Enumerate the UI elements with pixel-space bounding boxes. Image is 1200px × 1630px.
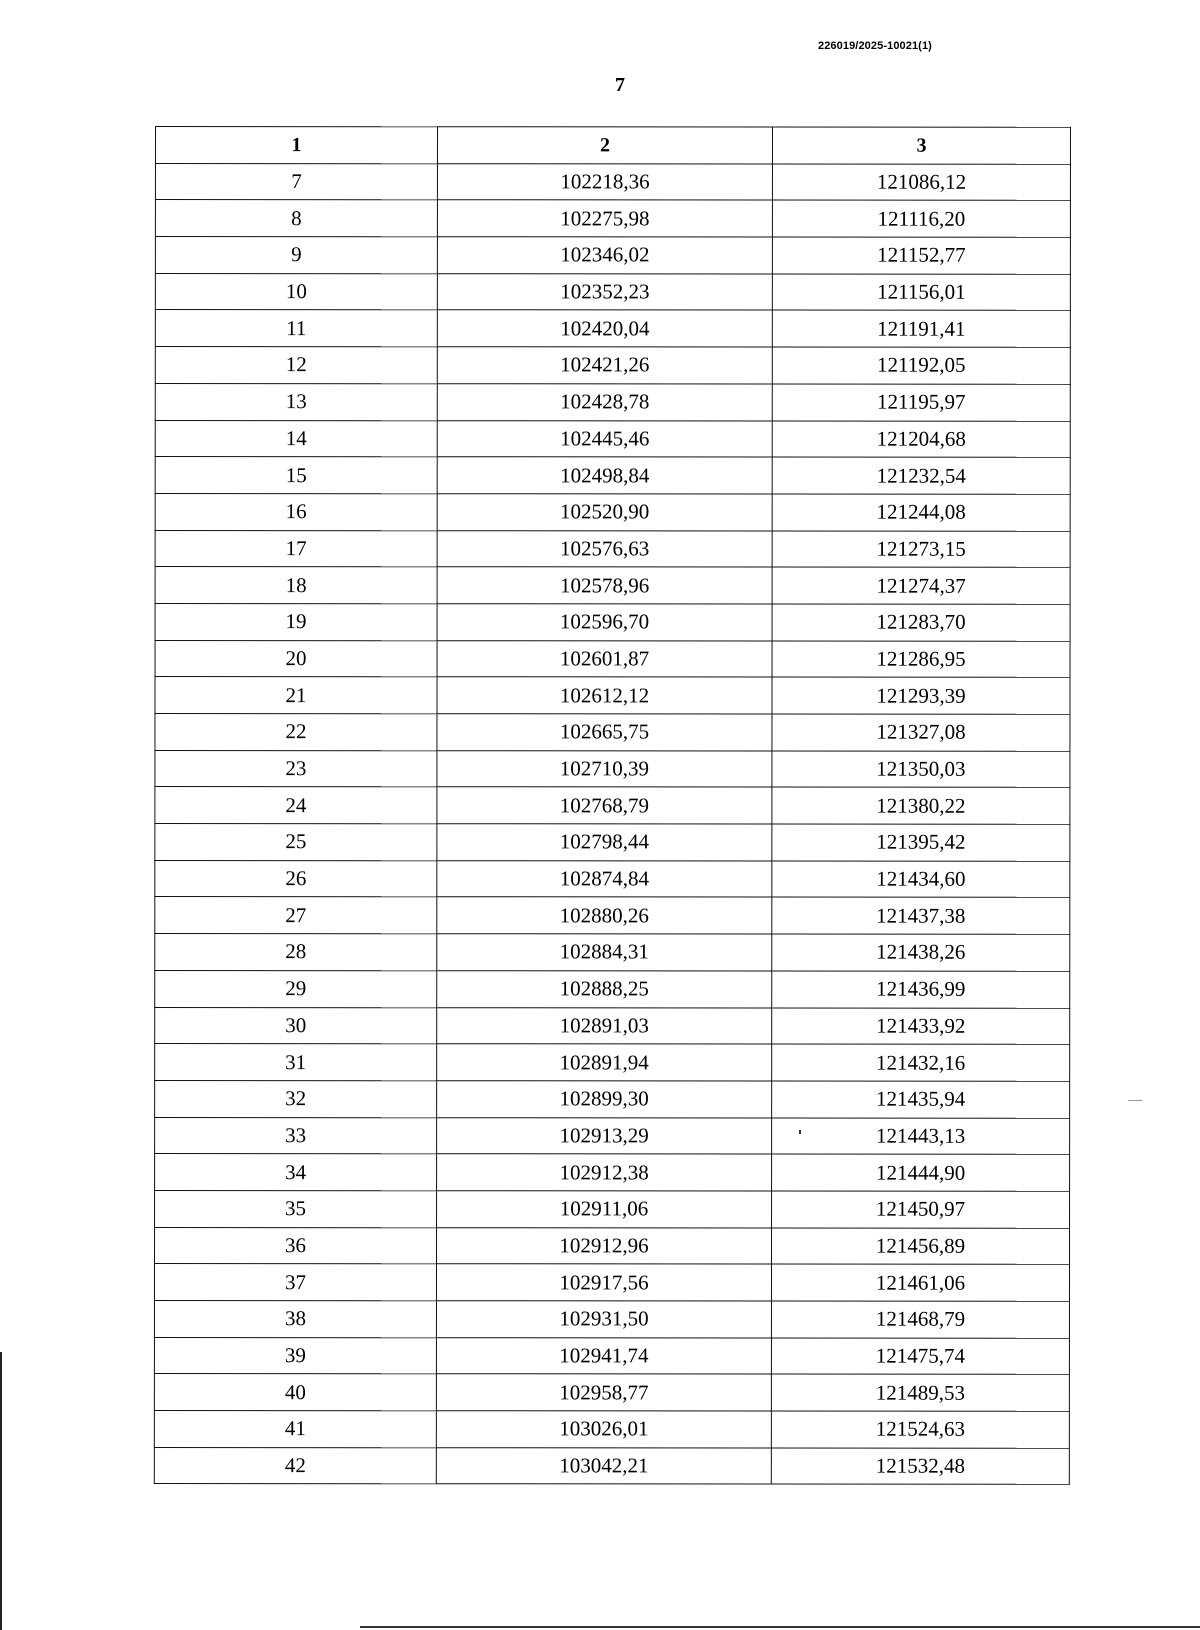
- table-cell-col-3: 121192,05: [772, 347, 1070, 384]
- table-row: [154, 1301, 1069, 1338]
- table-cell-col-1: 31: [155, 1044, 437, 1081]
- table-cell-col-3: 121152,77: [772, 237, 1070, 274]
- table-cell-col-2: 102798,44: [437, 824, 772, 861]
- table-row: [155, 1190, 1070, 1227]
- table-row: [154, 1264, 1069, 1301]
- table-cell-col-1: 26: [155, 860, 437, 897]
- table-cell-col-3: 121191,41: [772, 310, 1070, 347]
- table-row: [155, 1007, 1070, 1044]
- table-cell-col-1: 29: [155, 970, 437, 1007]
- table-row: [154, 1337, 1069, 1374]
- table-cell-col-1: 40: [154, 1374, 436, 1411]
- table-row: [155, 970, 1070, 1007]
- table-cell-col-3: 121432,16: [772, 1044, 1070, 1081]
- header-cell-col-2: 2: [437, 127, 772, 164]
- table-cell-col-2: 102665,75: [437, 714, 772, 751]
- table-cell-col-1: 37: [154, 1264, 436, 1301]
- table-cell-col-2: 102576,63: [437, 530, 772, 567]
- table-cell-col-2: 102612,12: [437, 677, 772, 714]
- table-cell-col-3: 121232,54: [772, 457, 1070, 494]
- table-cell-col-2: 102891,03: [437, 1007, 772, 1044]
- table-cell-col-2: 102346,02: [437, 237, 772, 274]
- table-cell-col-3: 121489,53: [771, 1374, 1069, 1411]
- table-cell-col-2: 102958,77: [436, 1374, 771, 1411]
- table-row: [154, 1374, 1069, 1411]
- table-cell-col-3: 121532,48: [771, 1448, 1069, 1485]
- scan-bottom-edge: [360, 1626, 1200, 1628]
- table-cell-col-3: 121327,08: [772, 714, 1070, 751]
- table-cell-col-2: 102913,29: [437, 1117, 772, 1154]
- table-cell-col-3: 121468,79: [771, 1301, 1069, 1338]
- table-cell-col-1: 28: [155, 934, 437, 971]
- table-cell-col-1: 19: [155, 603, 437, 640]
- table-cell-col-3: 121244,08: [772, 494, 1070, 531]
- table-row: [155, 897, 1070, 934]
- table-cell-col-1: 12: [155, 347, 437, 384]
- scan-edge-tick: [1128, 1100, 1142, 1101]
- table-row: [155, 457, 1070, 494]
- table-cell-col-1: 14: [155, 420, 437, 457]
- table-cell-col-2: 103026,01: [436, 1411, 771, 1448]
- table-cell-col-2: 102445,46: [437, 420, 772, 457]
- table-cell-col-2: 102275,98: [437, 200, 772, 237]
- table-cell-col-1: 9: [155, 237, 437, 274]
- table-row: [155, 640, 1070, 677]
- table-cell-col-3: 121350,03: [772, 751, 1070, 788]
- table-cell-col-2: 102884,31: [437, 934, 772, 971]
- table-cell-col-3: 121380,22: [772, 787, 1070, 824]
- table-cell-col-2: 102710,39: [437, 750, 772, 787]
- table-cell-col-2: 102931,50: [436, 1301, 771, 1338]
- table-row: [155, 310, 1070, 347]
- table-cell-col-2: 102421,26: [437, 347, 772, 384]
- table-cell-col-1: 11: [155, 310, 437, 347]
- table-cell-col-2: 102352,23: [437, 273, 772, 310]
- table-cell-col-2: 102911,06: [437, 1191, 772, 1228]
- table-cell-col-2: 103042,21: [436, 1447, 771, 1484]
- table-header: [155, 127, 1070, 164]
- table-cell-col-3: 121434,60: [772, 861, 1070, 898]
- table-row: [155, 1080, 1070, 1117]
- coordinates-table: [154, 126, 1071, 1485]
- table-cell-col-2: 102768,79: [437, 787, 772, 824]
- table-cell-col-3: 121524,63: [771, 1411, 1069, 1448]
- table-cell-col-1: 8: [155, 200, 437, 237]
- table-row: [154, 1411, 1069, 1448]
- table-cell-col-1: 39: [154, 1337, 436, 1374]
- table-row: [155, 750, 1070, 787]
- table-cell-col-2: 102420,04: [437, 310, 772, 347]
- table-cell-col-3: 121156,01: [772, 274, 1070, 311]
- table-row: [155, 934, 1070, 971]
- table-cell-col-1: 24: [155, 787, 437, 824]
- table-row: [155, 383, 1070, 420]
- scan-left-edge: [0, 1352, 2, 1630]
- table-cell-col-3: 121195,97: [772, 384, 1070, 421]
- table-cell-col-1: 35: [155, 1190, 437, 1227]
- table-cell-col-3: 121283,70: [772, 604, 1070, 641]
- table-cell-col-3: 121395,42: [772, 824, 1070, 861]
- table-cell-col-2: 102428,78: [437, 384, 772, 421]
- table-cell-col-3: 121450,97: [772, 1191, 1070, 1228]
- page-number: 7: [615, 74, 625, 96]
- table-cell-col-3: 121116,20: [772, 200, 1070, 237]
- table-cell-col-2: 102601,87: [437, 640, 772, 677]
- table-cell-col-3: 121293,39: [772, 677, 1070, 714]
- table-cell-col-1: 13: [155, 383, 437, 420]
- table-row: [155, 787, 1070, 824]
- table-cell-col-3: 121273,15: [772, 531, 1070, 568]
- table-cell-col-2: 102917,56: [436, 1264, 771, 1301]
- table-row: [155, 347, 1070, 384]
- table-row: [155, 1227, 1070, 1264]
- table-cell-col-1: 21: [155, 677, 437, 714]
- table-cell-col-1: 16: [155, 493, 437, 530]
- table-cell-col-1: 20: [155, 640, 437, 677]
- header-cell-col-3: 3: [772, 127, 1070, 164]
- table-cell-col-3: 121086,12: [772, 164, 1070, 201]
- table-cell-col-3: 121436,99: [772, 971, 1070, 1008]
- header-row: [155, 127, 1070, 164]
- table-cell-col-3: 121204,68: [772, 421, 1070, 458]
- table-cell-col-2: 102218,36: [437, 163, 772, 200]
- table-cell-col-1: 34: [155, 1154, 437, 1191]
- scan-speck: [799, 1130, 801, 1134]
- table-row: [155, 603, 1070, 640]
- document-id: 226019/2025-10021(1): [818, 40, 932, 52]
- table-cell-col-1: 33: [155, 1117, 437, 1154]
- table-cell-col-2: 102578,96: [437, 567, 772, 604]
- table-cell-col-3: 121443,13: [772, 1118, 1070, 1155]
- table-cell-col-1: 17: [155, 530, 437, 567]
- table-cell-col-3: 121438,26: [772, 934, 1070, 971]
- table-cell-col-3: 121475,74: [771, 1338, 1069, 1375]
- table-cell-col-1: 18: [155, 567, 437, 604]
- table-cell-col-3: 121274,37: [772, 567, 1070, 604]
- table-row: [155, 1044, 1070, 1081]
- table-body: [154, 163, 1070, 1485]
- table-cell-col-2: 102899,30: [437, 1081, 772, 1118]
- table-row: [155, 420, 1070, 457]
- table-row: [155, 1117, 1070, 1154]
- table-row: [155, 1154, 1070, 1191]
- table-cell-col-3: 121286,95: [772, 641, 1070, 678]
- table-cell-col-1: 22: [155, 714, 437, 751]
- table-cell-col-2: 102880,26: [437, 897, 772, 934]
- table-row: [155, 567, 1070, 604]
- table-cell-col-1: 15: [155, 457, 437, 494]
- table-cell-col-3: 121433,92: [772, 1008, 1070, 1045]
- table-cell-col-2: 102498,84: [437, 457, 772, 494]
- table-cell-col-1: 32: [155, 1080, 437, 1117]
- table-row: [155, 273, 1070, 310]
- table-cell-col-1: 36: [155, 1227, 437, 1264]
- table-row: [155, 824, 1070, 861]
- table-cell-col-3: 121435,94: [772, 1081, 1070, 1118]
- table-cell-col-1: 10: [155, 273, 437, 310]
- table-cell-col-2: 102912,38: [437, 1154, 772, 1191]
- table-row: [154, 1447, 1069, 1484]
- table-row: [155, 200, 1070, 237]
- table-cell-col-2: 102874,84: [437, 860, 772, 897]
- table-cell-col-3: 121437,38: [772, 897, 1070, 934]
- table-cell-col-2: 102941,74: [436, 1337, 771, 1374]
- table-row: [155, 163, 1070, 200]
- table-cell-col-1: 25: [155, 824, 437, 861]
- table-cell-col-3: 121444,90: [772, 1154, 1070, 1191]
- table-cell-col-1: 41: [154, 1411, 436, 1448]
- table-cell-col-3: 121461,06: [771, 1264, 1069, 1301]
- table-row: [155, 530, 1070, 567]
- table-cell-col-1: 38: [154, 1301, 436, 1338]
- table-cell-col-1: 27: [155, 897, 437, 934]
- table-row: [155, 714, 1070, 751]
- table-cell-col-1: 7: [155, 163, 437, 200]
- table-row: [155, 493, 1070, 530]
- table-cell-col-1: 30: [155, 1007, 437, 1044]
- table-cell-col-1: 42: [154, 1447, 436, 1484]
- table-cell-col-3: 121456,89: [772, 1228, 1070, 1265]
- table-cell-col-2: 102596,70: [437, 604, 772, 641]
- table-row: [155, 860, 1070, 897]
- table-cell-col-2: 102888,25: [437, 971, 772, 1008]
- table-cell-col-2: 102520,90: [437, 494, 772, 531]
- table-cell-col-2: 102912,96: [437, 1227, 772, 1264]
- header-cell-col-1: 1: [155, 127, 437, 164]
- table-row: [155, 237, 1070, 274]
- table-cell-col-2: 102891,94: [437, 1044, 772, 1081]
- table-row: [155, 677, 1070, 714]
- table-cell-col-1: 23: [155, 750, 437, 787]
